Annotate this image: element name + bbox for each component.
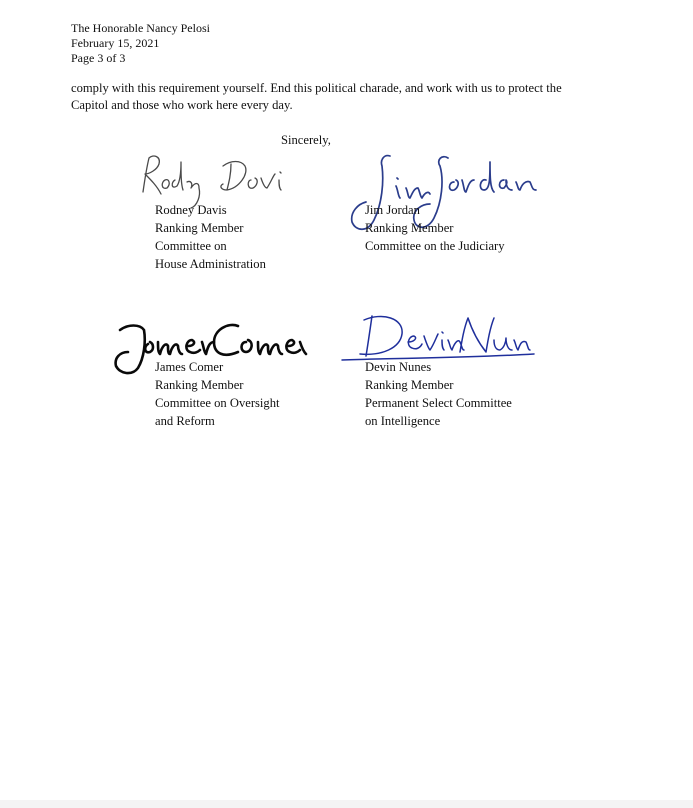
signer-committee-line: Permanent Select Committee xyxy=(365,396,512,410)
signer-block-devin-nunes xyxy=(365,358,512,430)
signer-name: Devin Nunes xyxy=(365,360,432,374)
signer-committee-line: Committee on xyxy=(155,239,227,253)
closing: Sincerely, xyxy=(281,133,331,147)
signer-committee-line: on Intelligence xyxy=(365,414,441,428)
recipient-line: The Honorable Nancy Pelosi xyxy=(71,21,210,35)
signature-stroke xyxy=(221,162,281,191)
signer-title: Ranking Member xyxy=(155,221,244,235)
signer-name: James Comer xyxy=(155,360,224,374)
signer-committee-line: and Reform xyxy=(155,414,215,428)
signature-stroke xyxy=(360,316,464,356)
body-line: comply with this requirement yourself. End this political charade, and work with us to protect the xyxy=(71,81,562,95)
signature-stroke xyxy=(214,325,306,355)
body-line: Capitol and those who work here every day. xyxy=(71,98,293,112)
signer-name: Rodney Davis xyxy=(155,203,227,217)
date-line: February 15, 2021 xyxy=(71,36,160,50)
page-number: Page 3 of 3 xyxy=(71,51,126,65)
signer-committee-line: Committee on Oversight xyxy=(155,396,280,410)
letter-header xyxy=(71,21,210,66)
signer-committee-line: House Administration xyxy=(155,257,266,271)
letter-body xyxy=(71,80,631,114)
signer-block-rodney-davis xyxy=(155,201,266,273)
signer-block-jim-jordan xyxy=(365,201,505,255)
signer-block-james-comer xyxy=(155,358,280,430)
signer-title: Ranking Member xyxy=(365,378,454,392)
signer-name: Jim Jordan xyxy=(365,203,420,217)
signer-title: Ranking Member xyxy=(155,378,244,392)
signer-title: Ranking Member xyxy=(365,221,454,235)
signer-committee-line: Committee on the Judiciary xyxy=(365,239,505,253)
